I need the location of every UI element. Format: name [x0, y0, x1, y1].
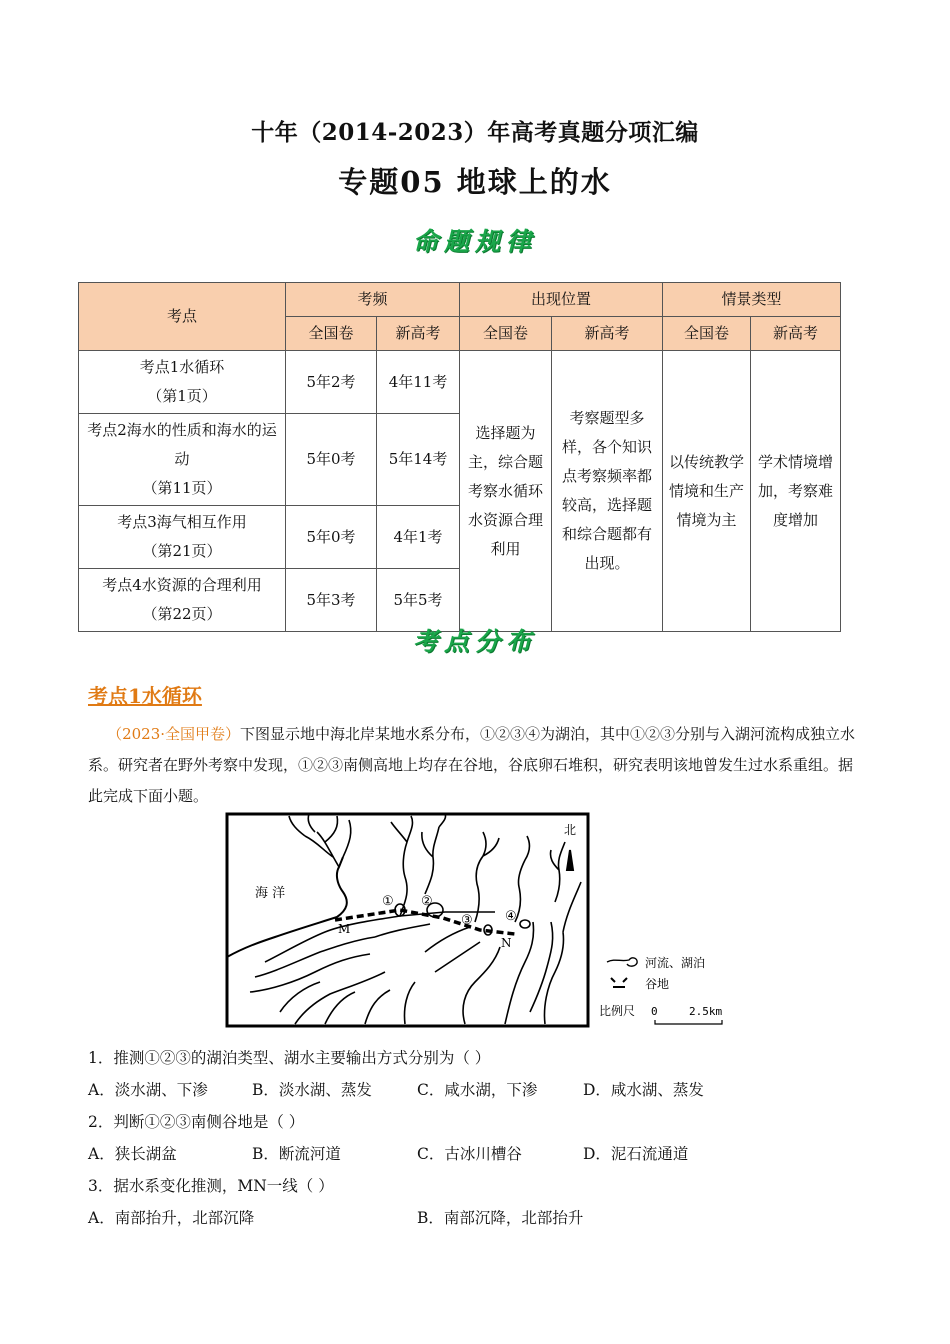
question-2-option-d: D．泥石流通道 — [583, 1145, 689, 1163]
context-national: 以传统教学情境和生产情境为主 — [663, 351, 751, 632]
freq-national: 5年0考 — [286, 506, 377, 569]
section-heading: 考点1水循环 — [88, 684, 202, 708]
position-national: 选择题为主，综合题考察水循环水资源合理利用 — [460, 351, 552, 632]
subheader-national: 全国卷 — [663, 317, 751, 351]
freq-new: 4年11考 — [377, 351, 460, 414]
subheader-national: 全国卷 — [460, 317, 552, 351]
point-name: 考点2海水的性质和海水的运动 — [87, 421, 277, 468]
row-point-cell — [79, 414, 286, 506]
freq-national: 5年2考 — [286, 351, 377, 414]
lake-1-label: ① — [382, 894, 394, 909]
question-2-option-c: C．古冰川槽谷 — [417, 1145, 522, 1163]
topic-title: 专题05 地球上的水 — [338, 165, 612, 199]
subheader-national: 全国卷 — [286, 317, 377, 351]
point-page: （第11页） — [142, 479, 222, 497]
point-page: （第21页） — [142, 542, 222, 560]
lake-4-label: ④ — [505, 909, 517, 924]
subheader-new: 新高考 — [552, 317, 663, 351]
header-kaopin: 考频 — [286, 283, 460, 317]
exam-rules-table — [78, 282, 841, 632]
header-kaodian: 考点 — [79, 283, 286, 351]
legend-river-icon — [607, 958, 637, 966]
freq-new: 5年14考 — [377, 414, 460, 506]
scale-bar — [655, 1020, 722, 1024]
question-3-stem: 3．据水系变化推测，MN一线（ ） — [88, 1177, 334, 1195]
question-3-option-a: A．南部抬升，北部沉降 — [88, 1209, 255, 1227]
lake-2-label: ② — [421, 894, 433, 909]
point-page: （第1页） — [147, 387, 217, 405]
scale-zero: 0 — [651, 1005, 658, 1018]
point-name: 考点1水循环 — [139, 358, 225, 376]
legend-valley-label: 谷地 — [645, 977, 670, 991]
point-n-label: N — [501, 936, 512, 950]
subheader-new: 新高考 — [377, 317, 460, 351]
lake-3-label: ③ — [461, 913, 473, 928]
scale-label: 比例尺 — [599, 1004, 636, 1018]
rules-heading: 命题规律 — [412, 227, 537, 256]
point-name: 考点4水资源的合理利用 — [102, 576, 262, 594]
subheader-new: 新高考 — [751, 317, 841, 351]
question-1-option-d: D．咸水湖、蒸发 — [583, 1081, 704, 1099]
row-point-cell — [79, 351, 286, 414]
question-1-stem: 1．推测①②③的湖泊类型、湖水主要输出方式分别为（ ） — [88, 1049, 491, 1067]
north-label: 北 — [564, 823, 577, 837]
point-name: 考点3海气相互作用 — [117, 513, 247, 531]
question-source: （2023·全国甲卷） — [107, 725, 241, 743]
context-new: 学术情境增加，考察难度增加 — [751, 351, 841, 632]
freq-national: 5年3考 — [286, 569, 377, 632]
distribution-heading: 考点分布 — [412, 627, 537, 656]
question-2-stem: 2．判断①②③南侧谷地是（ ） — [88, 1113, 305, 1131]
freq-national: 5年0考 — [286, 414, 377, 506]
point-page: （第22页） — [142, 605, 222, 623]
question-2-option-b: B．断流河道 — [252, 1145, 341, 1163]
intro-text: 下图显示地中海北岸某地水系分布，①②③④为湖泊，其中①②③分别与入湖河流构成独立水系。研究者在野外考察中发现，①②③南侧高地上均存在谷地，谷底卵石堆积，研究表明该地曾发生过水系重组。据此完成下面小题。 — [88, 725, 856, 805]
series-title: 十年（2014-2023）年高考真题分项汇编 — [251, 119, 699, 146]
ocean-label: 海 洋 — [255, 886, 286, 901]
freq-new: 5年5考 — [377, 569, 460, 632]
question-2-option-a: A．狭长湖盆 — [88, 1145, 177, 1163]
header-position: 出现位置 — [460, 283, 663, 317]
header-context: 情景类型 — [663, 283, 841, 317]
legend-valley-icon — [611, 978, 627, 987]
question-3-option-b: B．南部沉降，北部抬升 — [417, 1209, 584, 1227]
question-1-option-c: C．咸水湖，下渗 — [417, 1081, 538, 1099]
legend-river-label: 河流、湖泊 — [645, 956, 706, 970]
river-system-map — [225, 812, 735, 1030]
question-intro — [88, 719, 860, 812]
scale-value: 2.5km — [689, 1005, 723, 1018]
question-1-option-b: B．淡水湖、蒸发 — [252, 1081, 372, 1099]
question-1-option-a: A．淡水湖、下渗 — [88, 1081, 208, 1099]
row-point-cell — [79, 506, 286, 569]
point-m-label: M — [338, 922, 351, 936]
position-new: 考察题型多样，各个知识点考察频率都较高，选择题和综合题都有出现。 — [552, 351, 663, 632]
freq-new: 4年1考 — [377, 506, 460, 569]
